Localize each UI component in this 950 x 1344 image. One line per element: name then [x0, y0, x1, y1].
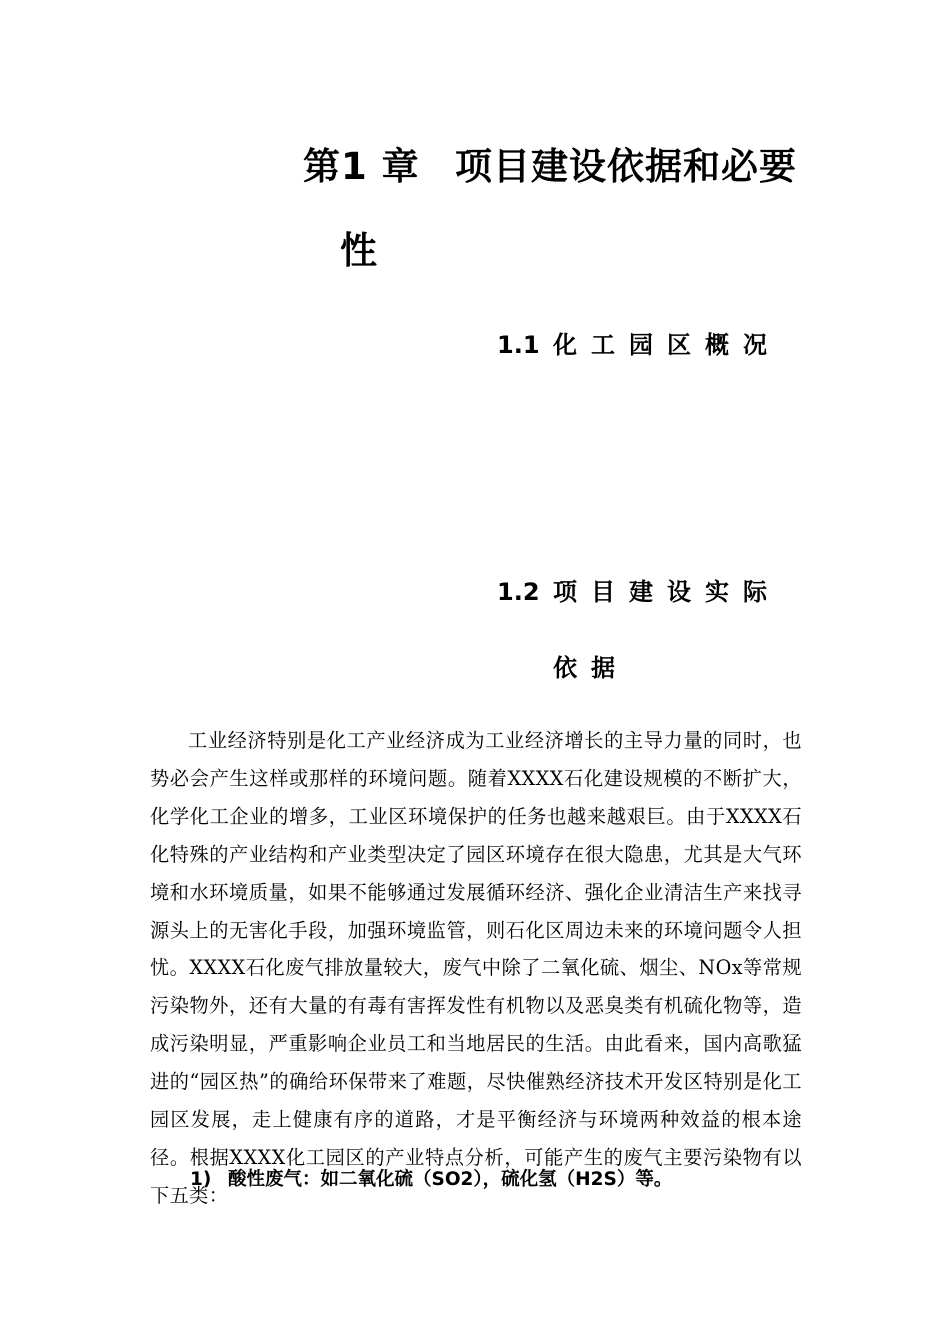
section-heading-1-2-continued: 依据 — [553, 654, 629, 682]
body-paragraph: 工业经济特别是化工产业经济成为工业经济增长的主导力量的同时，也势必会产生这样或那样的环境问题。随着XXXX石化建设规模的不断扩大，化学化工企业的增多，工业区环境保护的任务也越来越艰巨。由于XXXX石化特殊的产业结构和产业类型决定了园区环境存在很大隐患，尤其是大气环境和水环境质量，如果不能够通过发展循环经济、强化企业清洁生产来找寻源头上的无害化手段，加强环境监管，则石化区周边未来的环境问题令人担忧。XXXX石化废气排放量较大，废气中除了二氧化硫、烟尘、NOx等常规污染物外，还有大量的有毒有害挥发性有机物以及恶臭类有机硫化物等，造成污染明显，严重影响企业员工和当地居民的生活。由此看来，国内高歌猛进的“园区热”的确给环保带来了难题，尽快催熟经济技术开发区特别是化工园区发展，走上健康有序的道路，才是平衡经济与环境两种效益的根本途径。根据XXXX化工园区的产业特点分析，可能产生的废气主要污染物有以下五类： — [150, 729, 802, 1207]
section-title: 化工园区概况 — [553, 331, 781, 359]
list-item — [190, 1167, 672, 1193]
section-heading-1-2 — [497, 579, 781, 605]
section-number: 1.2 — [497, 578, 540, 606]
section-title: 项目建设实际 — [553, 578, 781, 606]
chapter-title-line1 — [303, 145, 823, 188]
section-number: 1.1 — [497, 331, 540, 359]
chapter-title-line2: 性 — [340, 229, 377, 272]
chapter-title-text: 项目建设依据和必要 — [455, 145, 797, 188]
chapter-number: 第1 章 — [303, 145, 420, 188]
section-heading-1-1 — [497, 332, 781, 358]
list-item-text: 酸性废气：如二氧化硫（SO2），硫化氢（H2S）等。 — [228, 1169, 673, 1190]
list-item-number: 1) — [190, 1169, 212, 1190]
